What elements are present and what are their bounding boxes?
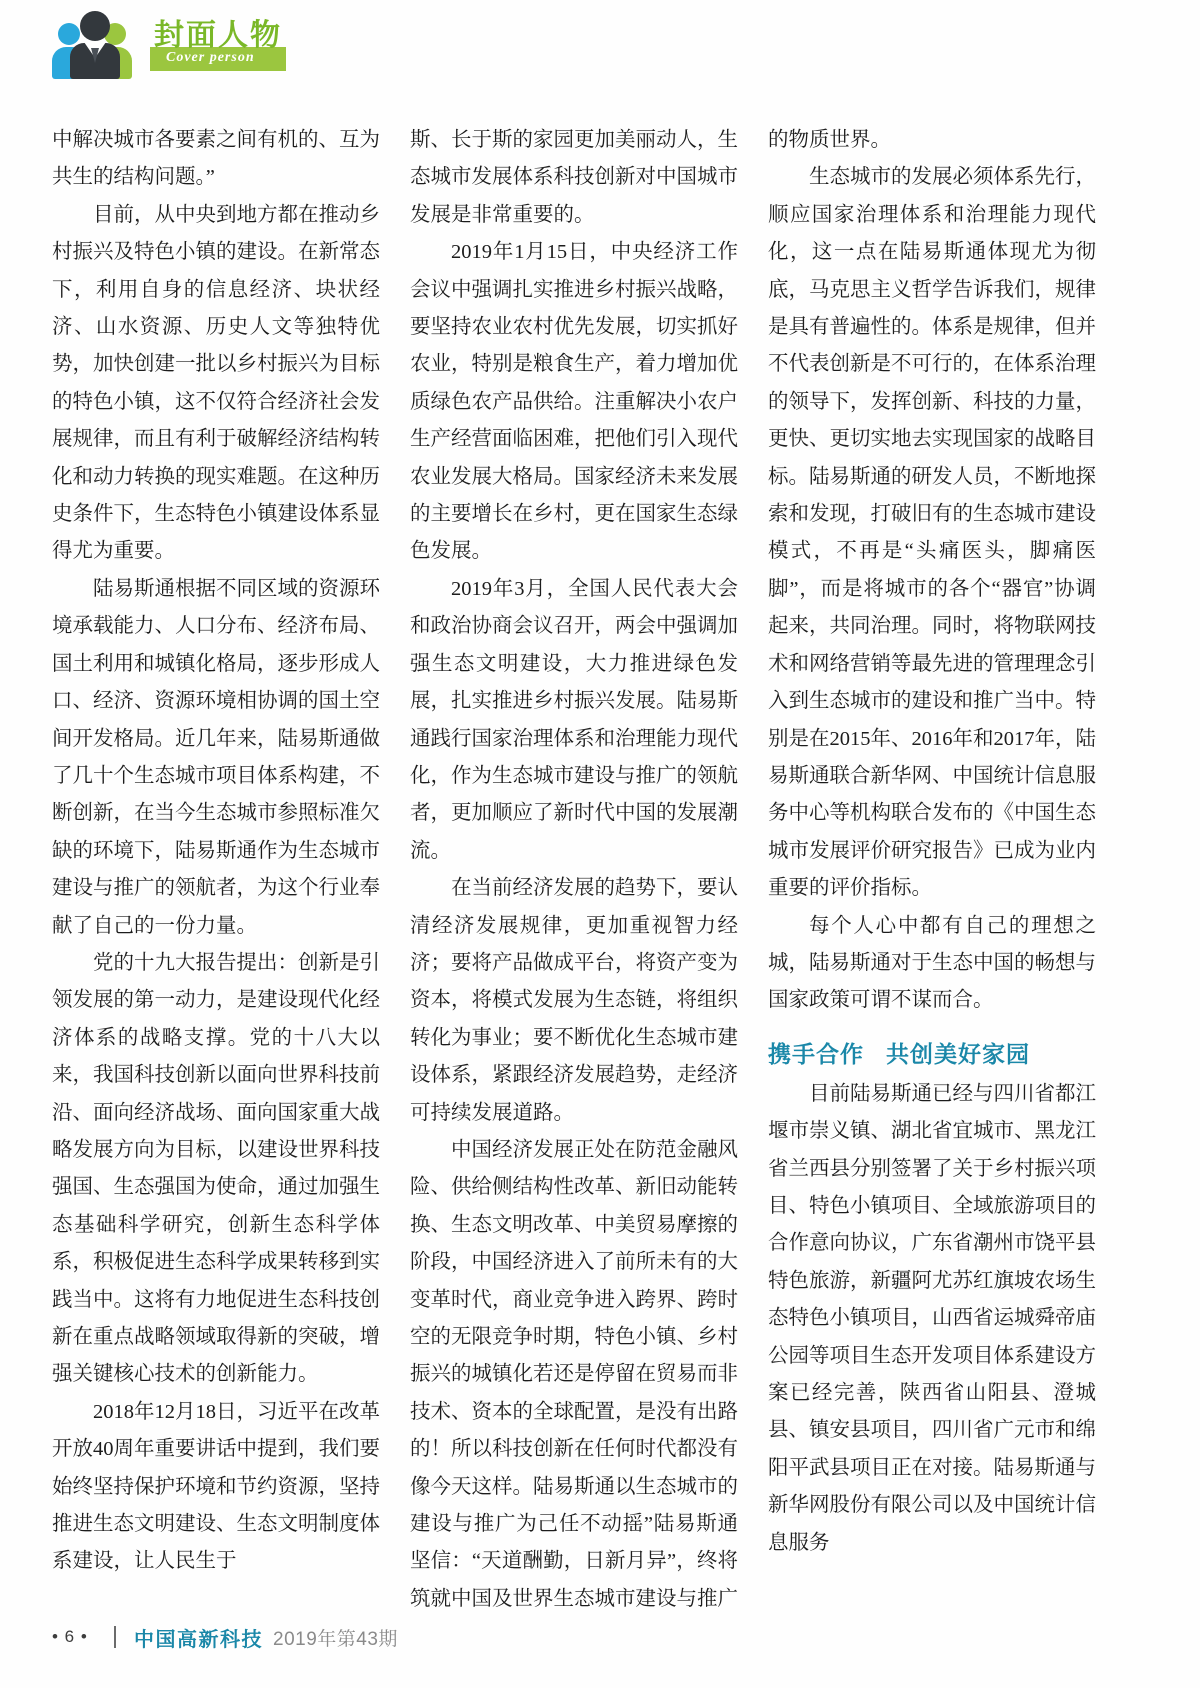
- text-column-2: [410, 122, 738, 1610]
- paragraph: 斯、长于斯的家园更加美丽动人，生态城市发展体系科技创新对中国城市发展是非常重要的。: [410, 129, 738, 226]
- paragraph: 中国经济发展正处在防范金融风险、供给侧结构性改革、新旧动能转换、生态文明改革、中美贸易摩擦的阶段，中国经济进入了前所未有的大变革时代，商业竞争进入跨界、跨时空的无限竞争时期，特色小镇、乡村振兴的城镇化若还是停留在贸易而非技术、资本的全球配置，是没有出路的！所以科技创新在任何时代都没有像今天这样。陆易斯通以生态城市的建设与推广为己任不动摇”陆易斯通坚信：“天道酬勤，日新月异”，终将筑就中国及世界生态城市建设与推广: [410, 1138, 738, 1610]
- section-heading: [768, 1034, 1096, 1074]
- text-column-3: [768, 122, 1096, 1554]
- paragraph: 目前陆易斯通已经与四川省都江堰市崇义镇、湖北省宜城市、黑龙江省兰西县分别签署了关于乡村振兴项目、特色小镇项目、全域旅游项目的合作意向协议，广东省潮州市饶平县特色旅游，新疆阿尤苏红旗坡农场生态特色小镇项目，山西省运城舜帝庙公园等项目生态开发项目体系建设方案已经完善，陕西省山阳县、澄城县、镇安县项目，四川省广元市和绵阳平武县项目正在对接。陆易斯通与新华网股份有限公司以及中国统计信息服务: [768, 1082, 1096, 1554]
- paragraph: 目前，从中央到地方都在推动乡村振兴及特色小镇的建设。在新常态下，利用自身的信息经济、块状经济、山水资源、历史人文等独特优势，加快创建一批以乡村振兴为目标的特色小镇，这不仅符合经济社会发展规律，而且有利于破解经济结构转化和动力转换的现实难题。在这种历史条件下，生态特色小镇建设体系显得尤为重要。: [52, 203, 380, 563]
- paragraph: 2019年3月，全国人民代表大会和政治协商会议召开，两会中强调加强生态文明建设，大力推进绿色发展，扎实推进乡村振兴发展。陆易斯通践行国家治理体系和治理能力现代化，作为生态城市建设与推广的领航者，更加顺应了新时代中国的发展潮流。: [410, 577, 738, 862]
- paragraph: 中解决城市各要素之间有机的、互为共生的结构问题。”: [52, 129, 380, 189]
- article-columns: [52, 122, 1096, 1610]
- logo-english-title: Cover person: [166, 50, 255, 65]
- paragraph: 在当前经济发展的趋势下，要认清经济发展规律，更加重视智力经济；要将产品做成平台，将资产变为资本，将模式发展为生态链，将组织转化为事业；要不断优化生态城市建设体系，紧跟经济发展趋势，走经济可持续发展道路。: [410, 877, 738, 1124]
- cover-person-logo-text: [150, 17, 290, 79]
- paragraph: 的物质世界。: [768, 129, 891, 151]
- person-head: [80, 11, 110, 41]
- paragraph: 2018年12月18日，习近平在改革开放40周年重要讲话中提到，我们要始终坚持保护环境和节约资源，坚持推进生态文明建设、生态文明制度体系建设，让人民生于: [52, 1400, 380, 1573]
- section-heading-part2: 共创美好家园: [886, 1040, 1030, 1067]
- paragraph: 生态城市的发展必须体系先行，顺应国家治理体系和治理能力现代化，这一点在陆易斯通体现尤为彻底，马克思主义哲学告诉我们，规律是具有普遍性的。体系是规律，但并不代表创新是不可行的，在体系治理的领导下，发挥创新、科技的力量，更快、更切实地去实现国家的战略目标。陆易斯通的研发人员，不断地探索和发现，打破旧有的生态城市建设模式，不再是“头痛医头，脚痛医脚”，而是将城市的各个“器官”协调起来，共同治理。同时，将物联网技术和网络营销等最先进的管理理念引入到生态城市的建设和推广当中。特别是在2015年、2016年和2017年，陆易斯通联合新华网、中国统计信息服务中心等机构联合发布的《中国生态城市发展评价研究报告》已成为业内重要的评价指标。: [768, 166, 1096, 900]
- footer-brand: 中国高新科技: [134, 1628, 263, 1651]
- paragraph: 2019年1月15日，中央经济工作会议中强调扎实推进乡村振兴战略，要坚持农业农村优先发展，切实抓好农业，特别是粮食生产，着力增加优质绿色农产品供给。注重解决小农户生产经营面临困难，把他们引入现代农业发展大格局。国家经济未来发展的主要增长在乡村，更在国家生态绿色发展。: [410, 241, 738, 563]
- page-footer: [52, 1622, 398, 1652]
- cover-person-header: [52, 12, 292, 84]
- footer-divider: [114, 1626, 116, 1648]
- logo-chinese-title: 封面人物: [154, 19, 282, 52]
- paragraph: 党的十九大报告提出：创新是引领发展的第一动力，是建设现代化经济体系的战略支撑。党的十八大以来，我国科技创新以面向世界科技前沿、面向经济战场、面向国家重大战略发展方向为目标，以建设世界科技强国、生态强国为使命，通过加强生态基础科学研究，创新生态科学体系，积极促进生态科学成果转移到实践当中。这将有力地促进生态科技创新在重点战略领域取得新的突破，增强关键核心技术的创新能力。: [52, 951, 380, 1386]
- paragraph: 每个人心中都有自己的理想之城，陆易斯通对于生态中国的畅想与国家政策可谓不谋而合。: [768, 914, 1096, 1012]
- text-column-1: [52, 122, 380, 1573]
- person-figure-dark: [70, 11, 120, 79]
- section-heading-part1: 携手合作: [768, 1040, 864, 1067]
- footer-issue: 2019年第43期: [273, 1628, 398, 1650]
- page-number: • 6 •: [52, 1627, 88, 1646]
- paragraph: 陆易斯通根据不同区域的资源环境承载能力、人口分布、经济布局、国土利用和城镇化格局，逐步形成人口、经济、资源环境相协调的国土空间开发格局。近几年来，陆易斯通做了几十个生态城市项目体系构建，不断创新，在当今生态城市参照标准欠缺的环境下，陆易斯通作为生态城市建设与推广的领航者，为这个行业奉献了自己的一份力量。: [52, 577, 380, 937]
- three-people-icon: [52, 15, 144, 81]
- person-body: [70, 43, 120, 79]
